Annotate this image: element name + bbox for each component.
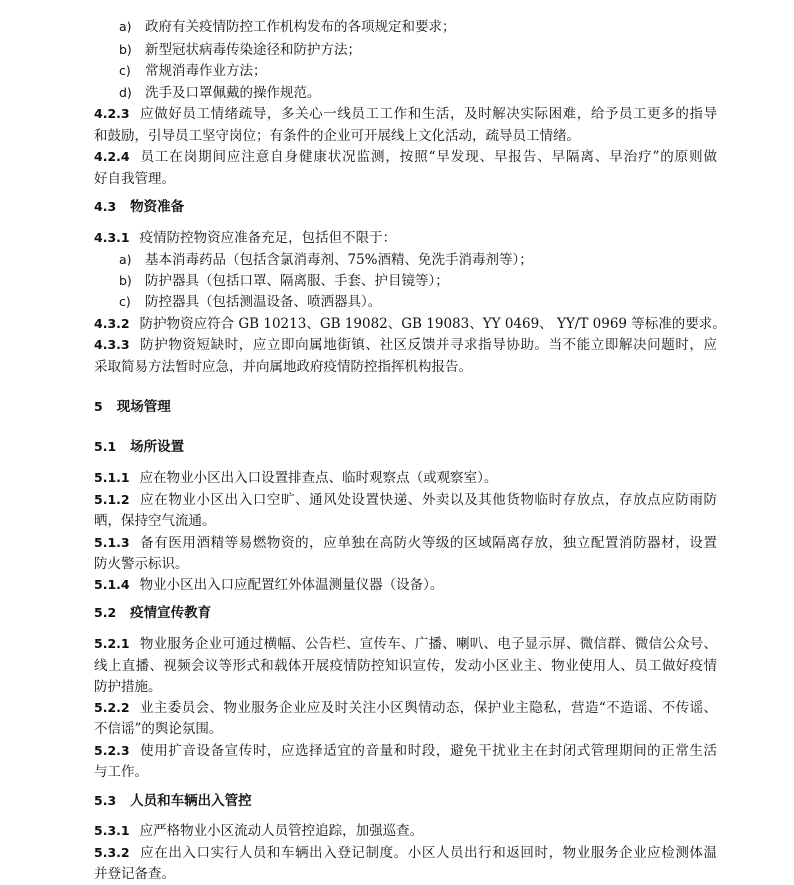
list-item [119, 249, 533, 271]
clause-text: 应在物业小区出入口设置排查点、临时观察点（或观察室）。 [139, 470, 498, 486]
section-number: 5.3 [94, 793, 117, 808]
clause-continuation: 与工作。 [94, 764, 148, 780]
clause-number: 5.1.4 [94, 577, 130, 592]
section-number: 4.3 [94, 199, 117, 214]
list-text: 基本消毒药品（包括含氯消毒剂、75%酒精、免洗手消毒剂等）； [145, 252, 533, 268]
clause-line [94, 146, 717, 168]
section-number: 5.1 [94, 439, 117, 454]
list-text: 常规消毒作业方法； [145, 63, 267, 79]
clause-text: 员工在岗期间应注意自身健康状况监测，按照“早发现、早报告、早隔离、早治疗”的原则做 [139, 149, 717, 165]
clause-text: 应做好员工情绪疏导，多关心一线员工工作和生活，及时解决实际困难，给予员工更多的指导 [139, 106, 717, 122]
section-heading [94, 196, 184, 218]
chapter-number: 5 [94, 399, 103, 414]
clause-line [94, 227, 396, 249]
clause-continuation: 和鼓励，引导员工坚守岗位；有条件的企业可开展线上文化活动，疏导员工情绪。 [94, 128, 580, 144]
clause-number: 5.1.2 [94, 492, 130, 507]
chapter-heading [94, 396, 171, 418]
list-label: c) [119, 63, 131, 78]
clause-line [94, 574, 443, 596]
list-text: 洗手及口罩佩戴的操作规范。 [145, 85, 321, 101]
clause-line [94, 532, 717, 554]
clause-number: 4.2.3 [94, 106, 130, 121]
clause-line [94, 633, 717, 655]
clause-text: 业主委员会、物业服务企业应及时关注小区舆情动态，保护业主隐私，营造“不造谣、不传谣、 [139, 700, 717, 716]
clause-text: 使用扩音设备宣传时，应选择适宜的音量和时段，避免干扰业主在封闭式管理期间的正常生活 [139, 743, 717, 759]
clause-text: 备有医用酒精等易燃物资的，应单独在高防火等级的区域隔离存放，独立配置消防器材，设置 [139, 535, 717, 551]
clause-line [94, 489, 717, 511]
clause-text: 疫情防控物资应准备充足，包括但不限于： [139, 230, 397, 246]
clause-number: 5.2.3 [94, 743, 130, 758]
clause-text: 物业服务企业可通过横幅、公告栏、宣传车、广播、喇叭、电子显示屏、微信群、微信公众号、 [139, 636, 717, 652]
clause-continuation: 不信谣”的舆论氛围。 [94, 721, 223, 737]
section-heading [94, 436, 184, 458]
clause-text: 防护物资短缺时，应立即向属地街镇、社区反馈并寻求指导协助。当不能立即解决问题时，应 [139, 337, 717, 353]
clause-line [94, 334, 717, 356]
list-text: 防控器具（包括测温设备、喷洒器具）。 [145, 294, 382, 310]
clause-line [94, 820, 423, 842]
clause-continuation: 好自我管理。 [94, 171, 175, 187]
list-text: 防护器具（包括口罩、隔离服、手套、护目镜等）； [145, 273, 449, 289]
clause-number: 5.3.1 [94, 823, 130, 838]
clause-number: 5.3.2 [94, 845, 130, 860]
clause-line [94, 103, 717, 125]
clause-number: 5.1.1 [94, 470, 130, 485]
list-label: b) [119, 42, 132, 57]
clause-number: 5.2.1 [94, 636, 130, 651]
clause-text: 应严格物业小区流动人员管控追踪，加强巡查。 [139, 823, 424, 839]
list-item [119, 291, 381, 313]
clause-line [94, 740, 717, 762]
section-title: 疫情宣传教育 [130, 605, 212, 621]
list-item [119, 270, 449, 292]
clause-continuation: 采取简易方法暂时应急，并向属地政府疫情防控指挥机构报告。 [94, 359, 472, 375]
list-item [119, 60, 267, 82]
clause-line [94, 697, 717, 719]
list-item [119, 82, 321, 104]
chapter-title: 现场管理 [116, 399, 171, 415]
list-label: d) [119, 85, 132, 100]
section-title: 人员和车辆出入管控 [130, 793, 252, 809]
list-label: a) [119, 19, 132, 34]
clause-line [94, 842, 717, 864]
list-item [119, 39, 361, 61]
list-item [119, 16, 456, 38]
section-heading [94, 790, 252, 812]
clause-number: 4.3.2 [94, 316, 130, 331]
list-label: b) [119, 273, 132, 288]
clause-text: 应在物业小区出入口空旷、通风处设置快递、外卖以及其他货物临时存放点，存放点应防雨防 [139, 492, 717, 508]
clause-text: 防护物资应符合 GB 10213、GB 19082、GB 19083、YY 0469、 YY/T 0969 等标准的要求。 [139, 316, 726, 332]
clause-continuation: 防火警示标识。 [94, 556, 189, 572]
clause-line [94, 467, 497, 489]
clause-number: 4.3.3 [94, 337, 130, 352]
clause-text: 应在出入口实行人员和车辆出入登记制度。小区人员出行和返回时，物业服务企业应检测体温 [139, 845, 717, 861]
clause-number: 5.2.2 [94, 700, 130, 715]
section-heading [94, 602, 211, 624]
section-number: 5.2 [94, 605, 117, 620]
clause-continuation: 晒，保持空气流通。 [94, 513, 216, 529]
clause-number: 4.2.4 [94, 149, 130, 164]
section-title: 物资准备 [130, 199, 185, 215]
clause-text: 物业小区出入口应配置红外体温测量仪器（设备）。 [139, 577, 444, 593]
clause-number: 4.3.1 [94, 230, 130, 245]
list-text: 新型冠状病毒传染途径和防护方法； [145, 42, 361, 58]
section-title: 场所设置 [130, 439, 185, 455]
clause-line [94, 313, 726, 335]
clause-continuation: 防护措施。 [94, 679, 162, 695]
list-label: c) [119, 294, 131, 309]
clause-continuation: 并登记备查。 [94, 866, 175, 882]
list-label: a) [119, 252, 132, 267]
list-text: 政府有关疫情防控工作机构发布的各项规定和要求； [145, 19, 456, 35]
clause-continuation: 线上直播、视频会议等形式和载体开展疫情防控知识宣传，发动小区业主、物业使用人、员工做好疫情 [94, 658, 717, 674]
clause-number: 5.1.3 [94, 535, 130, 550]
